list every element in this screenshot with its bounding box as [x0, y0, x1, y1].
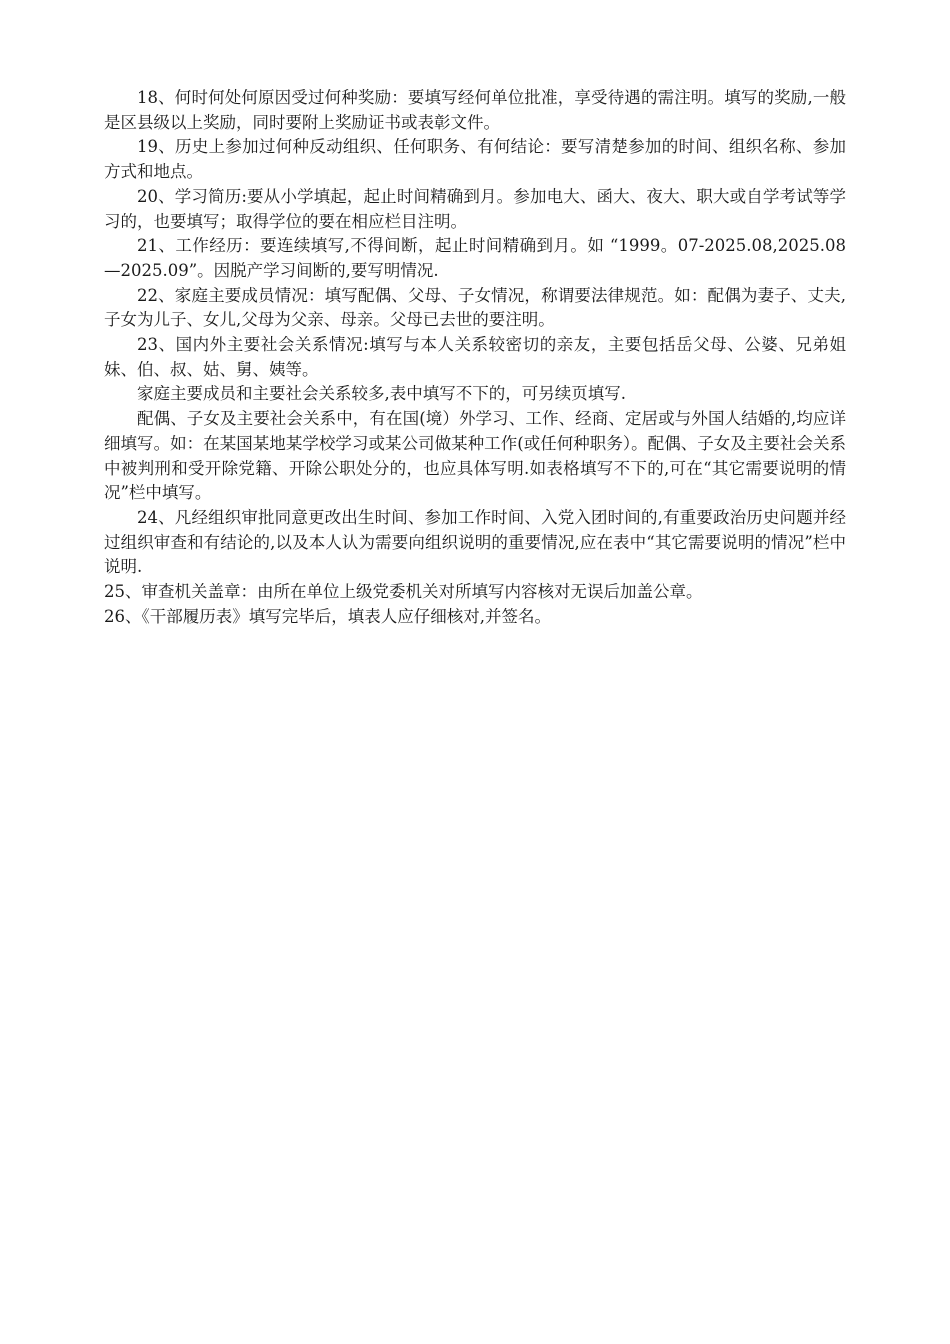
paragraph-26-signature: 26、《干部履历表》填写完毕后，填表人应仔细核对,并签名。 [104, 606, 551, 626]
document-body [104, 86, 846, 629]
paragraph-18-awards: 18、何时何处何原因受过何种奖励：要填写经何单位批准，享受待遇的需注明。填写的奖励,一般是区县级以上奖励，同时要附上奖励证书或表彰文件。 [104, 88, 846, 132]
paragraph-25-seal: 25、审查机关盖章：由所在单位上级党委机关对所填写内容核对无误后加盖公章。 [104, 582, 703, 602]
paragraph-24-other-info: 24、凡经组织审批同意更改出生时间、参加工作时间、入党入团时间的,有重要政治历史问题并经过组织审查和有结论的,以及本人认为需要向组织说明的重要情况,应在表中“其它需要说明的情况”栏中说明. [104, 507, 846, 577]
paragraph-20-education: 20、学习简历:要从小学填起，起止时间精确到月。参加电大、函大、夜大、职大或自学考试等学习的，也要填写；取得学位的要在相应栏目注明。 [104, 186, 846, 231]
paragraph-continuation-note: 家庭主要成员和主要社会关系较多,表中填写不下的，可另续页填写. [137, 384, 626, 404]
paragraph-19-history-organizations: 19、历史上参加过何种反动组织、任何职务、有何结论：要写清楚参加的时间、组织名称、参加方式和地点。 [104, 137, 846, 182]
paragraph-21-work-experience: 21、工作经历：要连续填写,不得间断，起止时间精确到月。如 “1999。07-2025.08,2025.08—2025.09”。因脱产学习间断的,要写明情况. [104, 236, 846, 280]
paragraph-23-social-relations: 23、国内外主要社会关系情况:填写与本人关系较密切的亲友，主要包括岳父母、公婆、兄弟姐妹、伯、叔、姑、舅、姨等。 [104, 335, 846, 379]
paragraph-22-family-members: 22、家庭主要成员情况：填写配偶、父母、子女情况，称谓要法律规范。如：配偶为妻子、丈夫,子女为儿子、女儿,父母为父亲、母亲。父母已去世的要注明。 [104, 285, 846, 330]
paragraph-overseas-relations: 配偶、子女及主要社会关系中，有在国(境）外学习、工作、经商、定居或与外国人结婚的,均应详细填写。如：在某国某地某学校学习或某公司做某种工作(或任何种职务）。配偶、子女及主要社会关系中被判刑和受开除党籍、开除公职处分的，也应具体写明.如表格填写不下的,可在“其它需要说明的情况”栏中填写。 [104, 409, 846, 503]
